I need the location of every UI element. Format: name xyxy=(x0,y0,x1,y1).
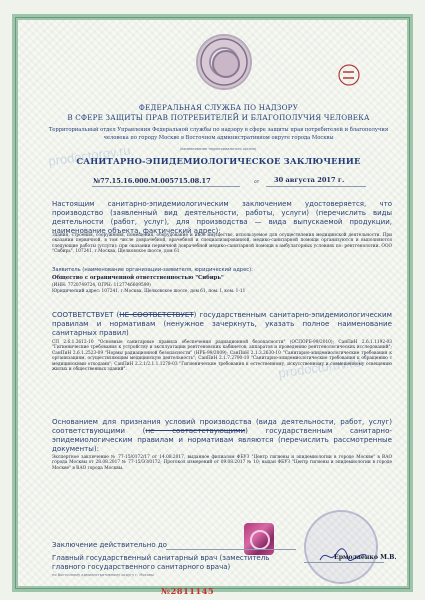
form-serial-number: №2811145 xyxy=(161,586,215,596)
basis-part-1: Основанием для признания условий производства (вида деятельности, работ, услуг) соответствующими ( xyxy=(52,417,392,435)
validity-underline xyxy=(166,549,296,550)
document-date: 30 августа 2017 г. xyxy=(274,176,345,184)
basis-part-2: ) государственным санитарно-эпидемиологическим правилам и нормативам являются (перечислить рассмотренные документы): xyxy=(52,426,392,453)
compliance-part-1: СООТВЕТСТВУЕТ ( xyxy=(52,310,120,319)
compliance-strikethrough: НЕ СООТВЕТСТВУЕТ xyxy=(119,310,194,319)
document-title: САНИТАРНО-ЭПИДЕМИОЛОГИЧЕСКОЕ ЗАКЛЮЧЕНИЕ xyxy=(76,156,361,166)
certify-text: Настоящим санитарно-эпидемиологическим заключением удостоверяется, что производство (заявленный вид деятельности, работы, услуги) (перечислить виды деятельности (работ, услуг), для производства — вида выпускаемой продукции, наименование объекта, фактический адрес): xyxy=(52,200,392,235)
watermark-1: prodoctorov.ru xyxy=(47,142,132,169)
number-prefix: № xyxy=(93,177,101,185)
emblem-center-icon xyxy=(212,50,240,78)
emblem-seal-icon xyxy=(198,36,250,88)
basis-statement xyxy=(52,417,392,453)
agency-line-1: ФЕДЕРАЛЬНАЯ СЛУЖБА ПО НАДЗОРУ xyxy=(138,103,299,112)
agency-name xyxy=(48,103,389,123)
certificate-sheet xyxy=(12,14,413,596)
applicant-ids: (ИНН: 7720749724, ОГРН: 1127746609599) xyxy=(52,283,151,288)
number-underline xyxy=(92,186,240,187)
applicant-address: Юридический адрес: 107241, г.Москва, Щелковское шоссе, дом 61, пом. I, ком. 1-11 xyxy=(52,289,246,294)
basis-documents: Экспертное заключение № 77-15/0172/17 от 14.08.2017, выданное филиалом ФБУЗ "Центр гигиены и эпидемиологии в городе Москве" в ВАО города Москвы от 28.08.2017 № 77-15/ЭЗ/0172; Протокол измерений от 09.08.2017 № 10; выдан ФБУЗ "Центр гигиены и эпидемиологии в городе Москве" в ВАО города Москвы. xyxy=(52,455,392,471)
compliance-rules: СП 2.6.1.2612-10 "Основные санитарные правила обеспечения радиационной безопасности" (ОСПОРБ-99/2010); СанПиН 2.6.1.1192-03 "Гигиенические требования к устройству и эксплуатации рентгеновских кабинетов, аппаратов и проведению рентгенологических исследований"; СанПиН 2.6.1.2523-09 "Нормы радиационной безопасности" (НРБ-99/2009); СанПиН 2.1.3.2630-10 "Санитарно-эпидемиологические требования к организациям, осуществляющим медицинскую деятельность"; СанПиН 2.1.7.2790-10 "Санитарно-эпидемиологические требования к обращению с медицинскими отходами"; СанПиН 2.2.1/2.1.1.1278-03 "Гигиенические требования к естественному, искусственному и совмещенному освещению жилых и общественных зданий". xyxy=(52,340,392,373)
signer-name: Ермолаенко М.В. xyxy=(334,554,397,561)
hologram-emblem-icon xyxy=(250,530,270,550)
validity-label: Заключение действительно до xyxy=(52,541,167,549)
signer-position: Главный государственный санитарный врач (заместитель главного государственного санитарного врача) xyxy=(52,554,270,571)
document-number xyxy=(93,177,211,185)
department-note: (наименование территориального органа) xyxy=(179,147,257,151)
basis-strikethrough: не соответствующими xyxy=(145,426,246,435)
applicant-name: Общество с ограниченной ответственностью "Сибирь" xyxy=(52,275,224,281)
activity-details: Здания, строения, сооружения, помещения, оборудование и иное имущество, используемое для осуществления медицинской деятельности. При оказании первичной, в том числе доврачебной, врачебной и специализированной, медико-санитарной помощи организуются и выполняются следующие работы (услуги): при оказании первичной доврачебной медико-санитарной помощи в амбулаторных условиях по: рентгенологии. ООО "Сибирь", 107241, г.Москва, Щелковское шоссе, дом 61 xyxy=(52,233,392,255)
compliance-part-2: ) государственным санитарно-эпидемиологическим правилам и нормативам (ненужное зачеркнуть, указать полное наименование санитарных правил) xyxy=(52,310,392,337)
signer-note: по Восточному административному округу г. Москвы xyxy=(52,573,154,577)
date-underline xyxy=(266,186,366,187)
compliance-statement xyxy=(52,310,392,337)
eac-mark-icon xyxy=(334,64,364,86)
agency-line-2: В СФЕРЕ ЗАЩИТЫ ПРАВ ПОТРЕБИТЕЛЕЙ И БЛАГОПОЛУЧИЯ ЧЕЛОВЕКА xyxy=(67,113,370,122)
number-value: 77.15.16.000.М.005715.08.17 xyxy=(100,177,211,185)
watermark-2: prodoctorov.ru xyxy=(277,354,362,381)
applicant-label: Заявитель (наименование организации-заявителя, юридический адрес): xyxy=(52,267,253,273)
hologram-sticker-icon xyxy=(244,523,274,555)
department-name: Территориальный отдел Управления Федеральной службы по надзору в сфере защиты прав потребителей и благополучия человека по городу Москве в Восточном административном округе города Москвы xyxy=(48,127,389,141)
from-label: от xyxy=(254,180,260,185)
signer-underline xyxy=(304,562,384,563)
